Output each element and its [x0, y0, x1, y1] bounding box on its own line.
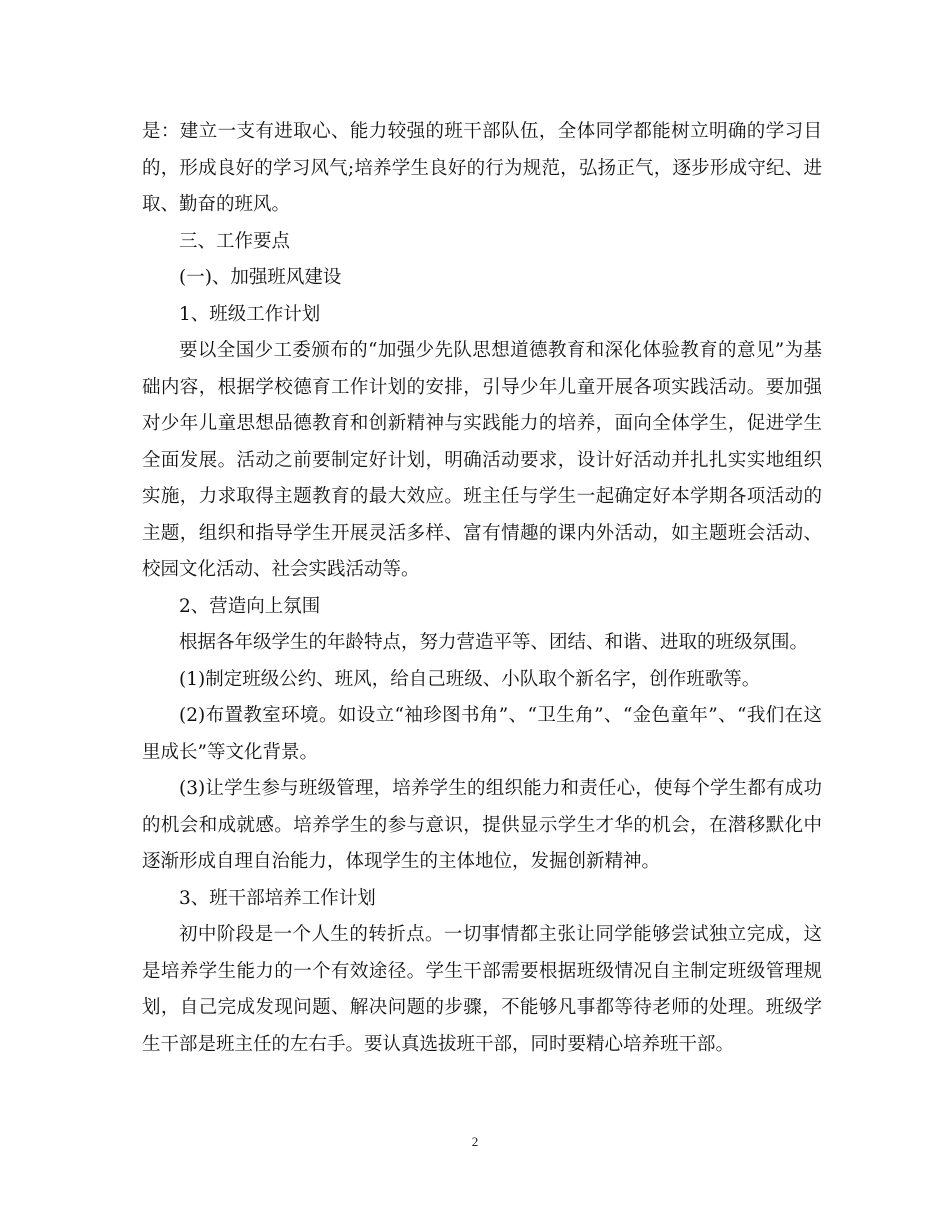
- paragraph: 要以全国少工委颁布的“加强少先队思想道德教育和深化体验教育的意见”为基础内容，根据学校德育工作计划的安排，引导少年儿童开展各项实践活动。要加强对少年儿童思想品德教育和创新精神与实践能力的培养，面向全体学生，促进学生全面发展。活动之前要制定好计划，明确活动要求，设计好活动并扎扎实实地组织实施，力求取得主题教育的最大效应。班主任与学生一起确定好本学期各项活动的主题，组织和指导学生开展灵活多样、富有情趣的课内外活动，如主题班会活动、校园文化活动、社会实践活动等。: [142, 340, 822, 580]
- paragraph: 初中阶段是一个人生的转折点。一切事情都主张让同学能够尝试独立完成，这是培养学生能力的一个有效途径。学生干部需要根据班级情况自主制定班级管理规划，自己完成发现问题、解决问题的步骤，不能够凡事都等待老师的处理。班级学生干部是班主任的左右手。要认真选拔班干部，同时要精心培养班干部。: [142, 924, 822, 1055]
- page-number: 2: [471, 1134, 479, 1149]
- list-item: (3)让学生参与班级管理，培养学生的组织能力和责任心，使每个学生都有成功的机会和成就感。培养学生的参与意识，提供显示学生才华的机会，在潜移默化中逐渐形成自理自治能力，体现学生的主体地位，发掘创新精神。: [142, 778, 822, 872]
- item-heading: 2、营造向上氛围: [179, 595, 321, 617]
- item-heading: 1、班级工作计划: [179, 303, 321, 325]
- paragraph: 是：建立一支有进取心、能力较强的班干部队伍，全体同学都能树立明确的学习目的，形成良好的学习风气;培养学生良好的行为规范，弘扬正气，逐步形成守纪、进取、勤奋的班风。: [142, 121, 822, 215]
- section-heading: 三、工作要点: [179, 230, 291, 252]
- subsection-heading: (一)、加强班风建设: [179, 267, 342, 288]
- document-body: [142, 114, 822, 1063]
- paragraph: 根据各年级学生的年龄特点，努力营造平等、团结、和谐、进取的班级氛围。: [179, 632, 809, 653]
- item-heading: 3、班干部培养工作计划: [179, 887, 376, 909]
- list-item: (1)制定班级公约、班风，给自己班级、小队取个新名字，创作班歌等。: [179, 668, 761, 690]
- list-item: (2)布置教室环境。如设立“袖珍图书角”、“卫生角”、“金色童年”、“我们在这里成长”等文化背景。: [142, 705, 822, 763]
